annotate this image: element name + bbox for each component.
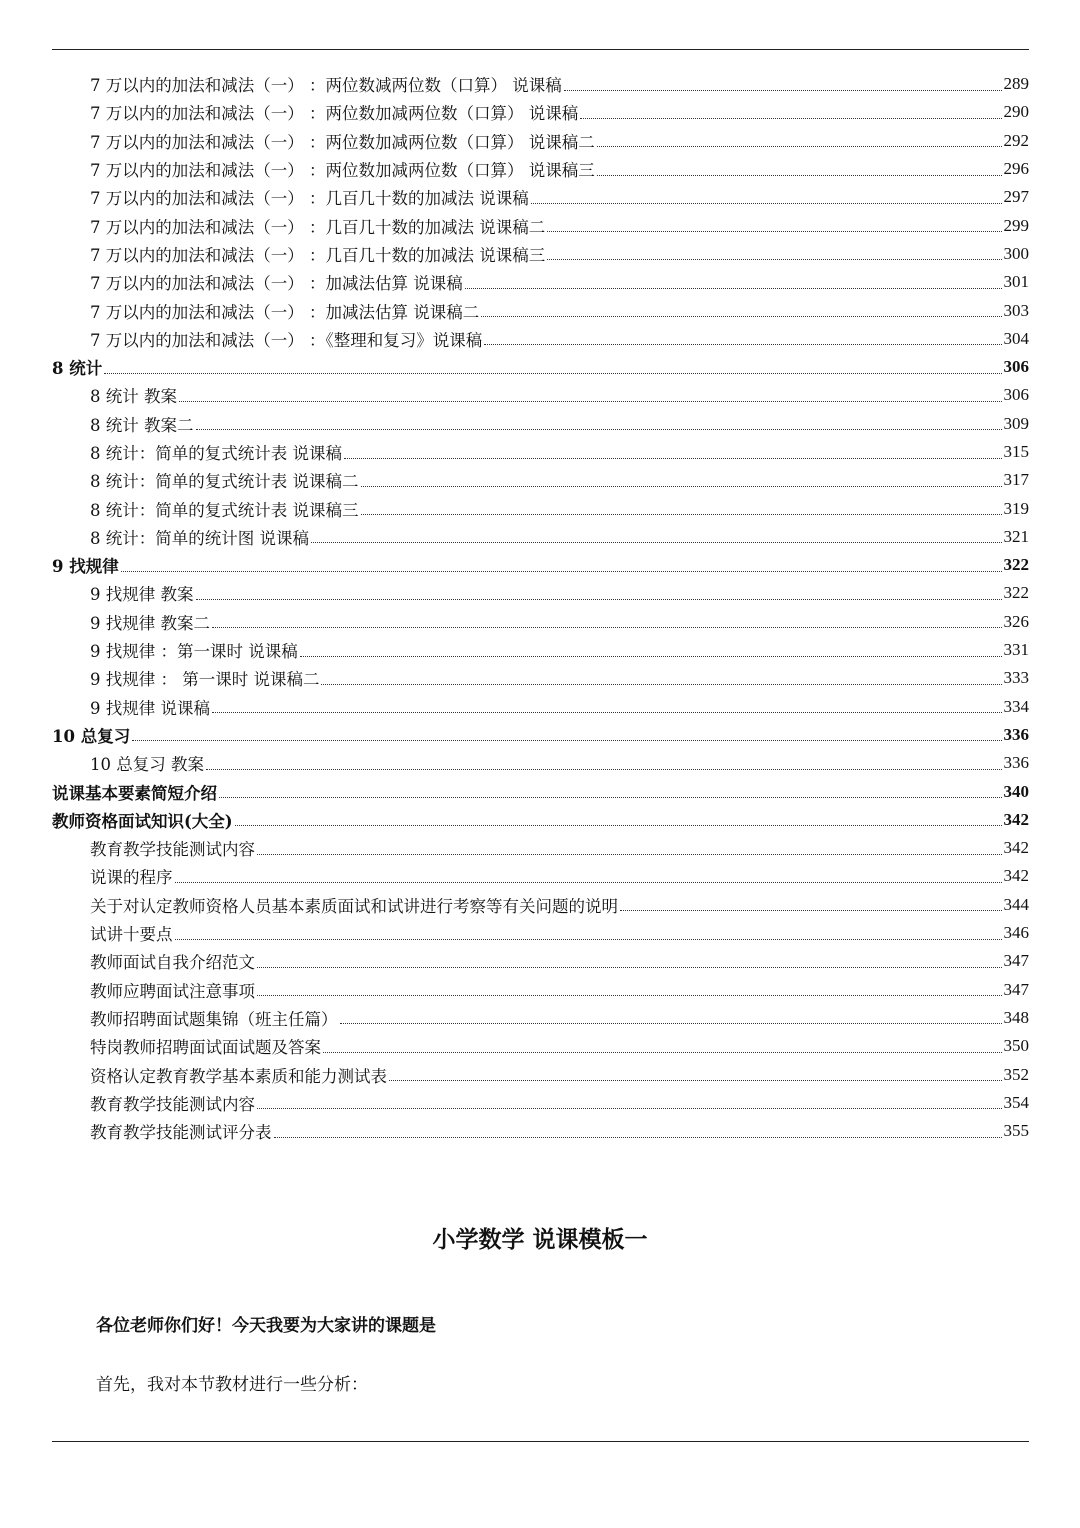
toc-dot-leader xyxy=(321,684,1001,685)
toc-entry-label: 8 统计 xyxy=(52,359,103,379)
toc-dot-leader xyxy=(620,910,1002,911)
toc-entry[interactable] xyxy=(52,466,1029,494)
toc-dot-leader xyxy=(257,854,1002,855)
toc-dot-leader xyxy=(196,429,1002,430)
toc-dot-leader xyxy=(235,825,1002,826)
toc-page-number: 342 xyxy=(1003,838,1029,858)
toc-page-number: 296 xyxy=(1003,159,1029,179)
toc-page-number: 346 xyxy=(1003,923,1029,943)
toc-entry-label: 9 找规律 ： 第一课时 说课稿二 xyxy=(90,670,320,690)
toc-dot-leader xyxy=(274,1137,1002,1138)
footer-rule xyxy=(52,1441,1029,1442)
toc-entry[interactable] xyxy=(52,834,1029,862)
toc-page-number: 299 xyxy=(1003,215,1029,235)
toc-entry[interactable] xyxy=(52,608,1029,636)
toc-entry-label: 9 找规律 ：第一课时 说课稿 xyxy=(90,642,298,662)
toc-entry[interactable] xyxy=(52,155,1029,183)
toc-dot-leader xyxy=(361,486,1002,487)
toc-page-number: 306 xyxy=(1003,357,1029,377)
toc-entry[interactable] xyxy=(52,664,1029,692)
toc-entry[interactable] xyxy=(52,127,1029,155)
toc-entry[interactable] xyxy=(52,410,1029,438)
toc-page-number: 306 xyxy=(1003,385,1029,405)
toc-entry[interactable] xyxy=(52,183,1029,211)
toc-page-number: 289 xyxy=(1003,74,1029,94)
toc-entry[interactable] xyxy=(52,891,1029,919)
toc-page-number: 315 xyxy=(1003,442,1029,461)
toc-entry-label: 8 统计 教案 xyxy=(90,387,177,407)
toc-entry[interactable] xyxy=(52,523,1029,551)
toc-entry[interactable] xyxy=(52,636,1029,664)
toc-dot-leader xyxy=(175,882,1002,883)
toc-page-number: 297 xyxy=(1003,187,1029,207)
toc-dot-leader xyxy=(175,939,1002,940)
toc-section-entry[interactable] xyxy=(52,551,1029,579)
toc-entry-label: 7 万以内的加法和减法（一） ：加减法估算 说课稿二 xyxy=(90,302,480,322)
toc-page-number: 354 xyxy=(1003,1092,1029,1112)
toc-dot-leader xyxy=(597,175,1002,176)
toc-entry-label: 教育教学技能测试内容 xyxy=(90,840,255,860)
toc-page-number: 336 xyxy=(1003,753,1029,773)
toc-entry[interactable] xyxy=(52,976,1029,1004)
toc-entry[interactable] xyxy=(52,1089,1029,1117)
toc-page-number: 309 xyxy=(1003,413,1029,433)
toc-entry[interactable] xyxy=(52,1032,1029,1060)
toc-entry[interactable] xyxy=(52,947,1029,975)
toc-entry[interactable] xyxy=(52,268,1029,296)
toc-page-number: 326 xyxy=(1003,611,1029,631)
toc-dot-leader xyxy=(196,599,1002,600)
toc-entry-label: 关于对认定教师资格人员基本素质面试和试讲进行考察等有关问题的说明 xyxy=(90,896,618,916)
toc-entry-label: 10 总复习 xyxy=(52,726,131,746)
toc-entry-label: 7 万以内的加法和减法（一） ：几百几十数的加减法 说课稿三 xyxy=(90,245,546,265)
toc-entry-label: 7 万以内的加法和减法（一） ：《整理和复习》说课稿 xyxy=(90,330,483,350)
toc-page-number: 292 xyxy=(1003,130,1029,150)
toc-entry-label: 7 万以内的加法和减法（一） ：两位数减两位数（口算） 说课稿 xyxy=(90,76,562,96)
toc-page-number: 344 xyxy=(1003,894,1029,914)
toc-dot-leader xyxy=(389,1080,1002,1081)
toc-entry[interactable] xyxy=(52,98,1029,126)
toc-entry[interactable] xyxy=(52,693,1029,721)
toc-entry[interactable] xyxy=(52,325,1029,353)
toc-page-number: 342 xyxy=(1003,866,1029,886)
toc-entry-label: 8 统计：简单的统计图 说课稿 xyxy=(90,528,309,548)
toc-page-number: 350 xyxy=(1003,1036,1029,1056)
toc-dot-leader xyxy=(257,995,1002,996)
toc-entry-label: 9 找规律 教案 xyxy=(90,585,194,605)
toc-dot-leader xyxy=(206,769,1002,770)
toc-page-number: 342 xyxy=(1003,809,1029,829)
toc-dot-leader xyxy=(481,316,1001,317)
toc-entry-label: 教师面试自我介绍范文 xyxy=(90,953,255,973)
toc-entry[interactable] xyxy=(52,1117,1029,1145)
toc-dot-leader xyxy=(564,90,1002,91)
toc-entry-label: 8 统计：简单的复式统计表 说课稿二 xyxy=(90,472,359,492)
toc-entry-label: 教师招聘面试题集锦（班主任篇） xyxy=(90,1009,338,1029)
toc-page-number: 355 xyxy=(1003,1121,1029,1141)
toc-page-number: 334 xyxy=(1003,696,1029,716)
toc-dot-leader xyxy=(340,1023,1002,1024)
toc-entry-label: 教师应聘面试注意事项 xyxy=(90,981,255,1001)
toc-entry-label: 8 统计 教案二 xyxy=(90,415,194,435)
toc-entry-label: 8 统计：简单的复式统计表 说课稿三 xyxy=(90,500,359,520)
toc-dot-leader xyxy=(465,288,1002,289)
toc-dot-leader xyxy=(300,656,1002,657)
toc-page-number: 321 xyxy=(1003,526,1029,546)
toc-page-number: 347 xyxy=(1003,979,1029,999)
toc-entry[interactable] xyxy=(52,296,1029,324)
toc-entry-label: 9 找规律 教案二 xyxy=(90,613,210,633)
toc-entry-label: 说课基本要素简短介绍 xyxy=(52,783,217,803)
header-rule xyxy=(52,49,1029,50)
toc-page-number: 290 xyxy=(1003,102,1029,122)
toc-dot-leader xyxy=(219,797,1002,798)
greeting-paragraph: 各位老师你们好！今天我要为大家讲的课题是 xyxy=(96,1316,436,1336)
toc-entry[interactable] xyxy=(52,919,1029,947)
toc-entry-label: 试讲十要点 xyxy=(90,925,173,945)
toc-entry-label: 7 万以内的加法和减法（一） ：两位数加减两位数（口算） 说课稿 xyxy=(90,104,579,124)
toc-page-number: 340 xyxy=(1003,781,1029,801)
toc-page-number: 319 xyxy=(1003,498,1029,518)
toc-page-number: 333 xyxy=(1003,668,1029,688)
toc-section-entry[interactable] xyxy=(52,353,1029,381)
toc-entry-label: 7 万以内的加法和减法（一） ：两位数加减两位数（口算） 说课稿三 xyxy=(90,161,595,181)
toc-entry-label: 9 找规律 说课稿 xyxy=(90,698,210,718)
toc-entry[interactable] xyxy=(52,1060,1029,1088)
toc-dot-leader xyxy=(547,259,1001,260)
toc-section-entry[interactable] xyxy=(52,721,1029,749)
toc-entry-label: 特岗教师招聘面试面试题及答案 xyxy=(90,1038,321,1058)
toc-dot-leader xyxy=(104,373,1001,374)
toc-page-number: 300 xyxy=(1003,243,1029,263)
toc-entry-label: 教师资格面试知识(大全) xyxy=(52,811,233,831)
toc-page-number: 347 xyxy=(1003,951,1029,971)
toc-page-number: 304 xyxy=(1003,328,1029,348)
toc-entry-label: 8 统计：简单的复式统计表 说课稿 xyxy=(90,444,342,463)
toc-page-number: 322 xyxy=(1003,555,1029,575)
toc-entry[interactable] xyxy=(52,579,1029,607)
toc-dot-leader xyxy=(597,146,1002,147)
document-title: 小学数学 说课模板一 xyxy=(432,1226,648,1253)
toc-entry[interactable] xyxy=(52,381,1029,409)
toc-entry-label: 资格认定教育教学基本素质和能力测试表 xyxy=(90,1066,387,1086)
toc-entry[interactable] xyxy=(52,749,1029,777)
toc-page-number: 336 xyxy=(1003,724,1029,744)
toc-entry[interactable] xyxy=(52,211,1029,239)
toc-dot-leader xyxy=(179,401,1002,402)
toc-dot-leader xyxy=(132,740,1001,741)
toc-page-number: 303 xyxy=(1003,300,1029,320)
toc-dot-leader xyxy=(323,1052,1002,1053)
toc-entry-label: 教育教学技能测试内容 xyxy=(90,1094,255,1114)
toc-dot-leader xyxy=(484,344,1001,345)
toc-dot-leader xyxy=(311,542,1002,543)
toc-dot-leader xyxy=(212,712,1002,713)
toc-entry-label: 7 万以内的加法和减法（一） ：两位数加减两位数（口算） 说课稿二 xyxy=(90,132,595,152)
toc-dot-leader xyxy=(531,203,1002,204)
table-of-contents xyxy=(52,70,1029,1145)
toc-entry-label: 7 万以内的加法和减法（一） ：加减法估算 说课稿 xyxy=(90,274,463,294)
toc-page-number: 317 xyxy=(1003,470,1029,490)
toc-page-number: 322 xyxy=(1003,583,1029,603)
toc-dot-leader xyxy=(121,571,1002,572)
toc-dot-leader xyxy=(344,458,1002,459)
toc-page-number: 352 xyxy=(1003,1064,1029,1084)
toc-section-entry[interactable] xyxy=(52,777,1029,805)
toc-entry[interactable] xyxy=(52,240,1029,268)
toc-section-entry[interactable] xyxy=(52,806,1029,834)
toc-dot-leader xyxy=(212,627,1002,628)
toc-entry-label: 10 总复习 教案 xyxy=(90,755,204,775)
toc-entry-label: 说课的程序 xyxy=(90,868,173,888)
toc-entry-label: 9 找规律 xyxy=(52,557,119,577)
toc-entry-label: 教育教学技能测试评分表 xyxy=(90,1123,272,1143)
toc-entry[interactable] xyxy=(52,70,1029,98)
toc-page-number: 348 xyxy=(1003,1007,1029,1027)
toc-page-number: 301 xyxy=(1003,272,1029,292)
toc-page-number: 331 xyxy=(1003,640,1029,660)
toc-dot-leader xyxy=(361,514,1002,515)
analysis-paragraph: 首先，我对本节教材进行一些分析： xyxy=(96,1375,368,1395)
toc-dot-leader xyxy=(257,1108,1002,1109)
toc-entry[interactable] xyxy=(52,438,1029,466)
toc-entry[interactable] xyxy=(52,862,1029,890)
toc-entry-label: 7 万以内的加法和减法（一） ：几百几十数的加减法 说课稿 xyxy=(90,189,529,209)
toc-entry-label: 7 万以内的加法和减法（一） ：几百几十数的加减法 说课稿二 xyxy=(90,217,546,237)
toc-dot-leader xyxy=(580,118,1001,119)
toc-entry[interactable] xyxy=(52,1004,1029,1032)
toc-dot-leader xyxy=(547,231,1001,232)
toc-entry[interactable] xyxy=(52,494,1029,522)
toc-dot-leader xyxy=(257,967,1002,968)
